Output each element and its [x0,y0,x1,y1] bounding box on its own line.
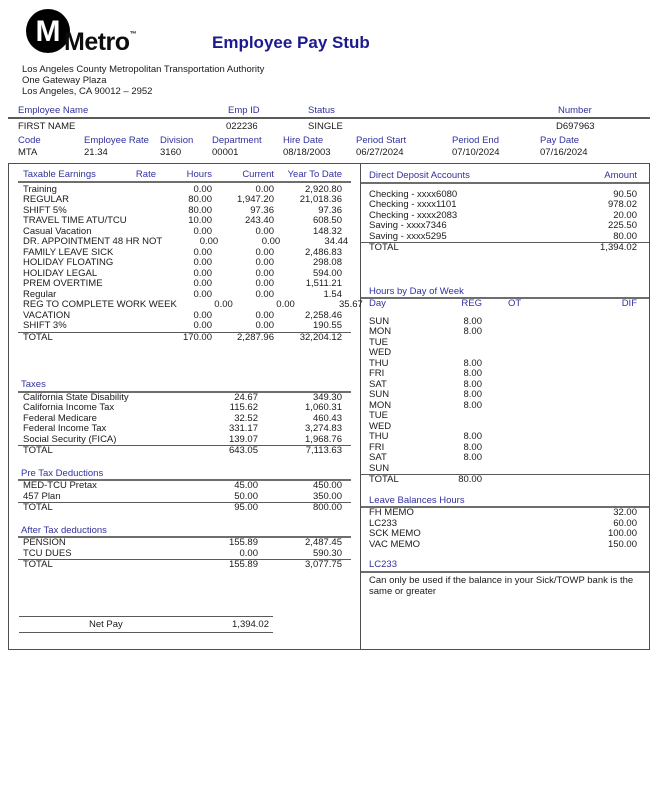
leave-balance-label: FH MEMO [369,507,414,518]
earnings-col-current: Current [242,169,274,180]
earnings-row-hours: 0.00 [193,320,212,331]
earnings-header-row [9,170,360,181]
period-end-label: Period End [452,135,500,146]
ot-cell [482,401,570,412]
after-tax-total-current: 155.89 [228,559,258,570]
trademark-symbol: ™ [129,31,137,38]
pre-tax-total-label: TOTAL [23,502,53,513]
after-tax-row-label: PENSION [23,537,66,548]
earnings-row-label: SHIFT 5% [23,204,67,216]
pre-tax-row [9,492,360,503]
day-cell: THU [369,431,389,442]
earnings-total-row [9,333,360,344]
ot-cell [482,422,570,433]
ot-cell [482,432,570,443]
employee-rate-value: 21.34 [84,147,108,158]
reg-cell [421,348,482,359]
leave-balance-hours: 60.00 [613,517,637,529]
hours-day-row [361,348,649,359]
direct-deposit-table [361,190,649,243]
day-cell: SUN [369,315,390,327]
ot-cell [482,359,570,370]
earnings-row-current: 97.36 [250,204,274,216]
dif-cell [570,359,637,370]
after-tax-row [9,538,360,549]
employee-info [8,104,650,162]
day-cell: FRI [369,441,385,453]
emp-id-label: Emp ID [228,105,260,116]
code-value: MTA [18,147,38,158]
reg-cell [421,464,482,475]
earnings-table [9,183,363,332]
day-cell: MON [369,399,392,411]
earnings-row-label: FAMILY LEAVE SICK [23,246,114,258]
direct-deposit-rule [361,182,649,184]
earnings-row [9,279,360,290]
tax-row-ytd: 1,060.31 [305,402,342,413]
day-cell: WED [369,347,392,358]
pre-tax-table [9,481,360,502]
ot-cell [482,338,570,349]
earnings-row-current: 0.00 [255,309,274,321]
net-pay-label: Net Pay [89,618,123,630]
day-cell: WED [369,420,392,432]
hours-day-row [361,401,649,412]
direct-deposit-total-amount: 1,394.02 [600,242,637,253]
ot-cell [482,453,570,464]
tax-row-ytd: 349.30 [312,391,342,403]
after-tax-title: After Tax deductions [21,524,107,536]
hours-total-spacer [482,475,637,486]
earnings-row-current: 0.00 [255,257,274,268]
after-tax-row-ytd: 590.30 [312,547,342,559]
net-pay-amount: 1,394.02 [232,618,269,630]
leave-balance-label: VAC MEMO [369,538,421,550]
reg-cell: 8.00 [463,315,482,327]
earnings-row-ytd: 1,511.21 [305,278,342,289]
hours-by-day-table [361,317,649,475]
leave-balances-table [361,508,649,550]
reg-cell: 8.00 [463,399,482,411]
earnings-row [9,258,360,269]
hire-date-label: Hire Date [283,135,324,146]
header-divider-line [8,117,650,119]
day-cell: TUE [369,336,388,348]
hours-day-row [361,422,649,433]
tax-row-current: 32.52 [234,412,258,424]
page-title: Employee Pay Stub [212,33,370,52]
pre-tax-row-ytd: 350.00 [312,490,342,502]
earnings-row-hours: 0.00 [193,246,212,258]
metro-logo-m: M [35,15,61,48]
earnings-row-hours: 0.00 [199,236,219,247]
pay-stub-body [8,163,650,650]
status-label: Status [308,105,335,116]
reg-col-header: REG [461,298,482,309]
pre-tax-row-label: MED-TCU Pretax [23,480,97,491]
period-start-label: Period Start [356,135,407,146]
hire-date-value: 08/18/2003 [283,147,331,158]
earnings-row [9,237,360,248]
hours-day-row [361,443,649,454]
number-value: D697963 [556,121,595,132]
earnings-header-rule [18,181,351,183]
hours-total-row [361,475,649,486]
ot-cell [482,327,570,338]
earnings-row-label: REG TO COMPLETE WORK WEEK [23,299,177,310]
earnings-row-hours: 0.00 [193,288,212,300]
lc233-note-section [361,560,649,598]
after-tax-table [9,538,360,559]
reg-cell: 8.00 [463,452,482,463]
direct-deposit-row [361,232,649,243]
earnings-row-label: Casual Vacation [23,225,92,237]
dif-cell [570,338,637,349]
dif-cell [570,464,637,475]
earnings-col-name: Taxable Earnings [23,169,96,180]
direct-deposit-amount: 978.02 [607,199,637,210]
hours-day-row [361,411,649,422]
day-col-header: Day [369,298,386,309]
pay-date-label: Pay Date [540,135,580,146]
direct-deposit-account: Saving - xxxx7346 [369,220,447,231]
company-address [22,64,264,97]
hours-day-row [361,327,649,338]
direct-deposit-title: Direct Deposit Accounts [369,170,470,181]
tax-row-label: Federal Income Tax [23,423,107,434]
earnings-row-ytd: 21,018.36 [299,194,342,205]
earnings-row-current: 0.00 [261,236,281,247]
dif-cell [570,401,637,412]
reg-cell: 8.00 [463,431,482,442]
left-column [9,164,361,649]
reg-cell: 8.00 [463,389,482,400]
dif-cell [570,348,637,359]
hours-total-label: TOTAL [369,474,399,485]
earnings-row-hours: 0.00 [193,257,212,268]
tax-row-current: 115.62 [229,402,258,413]
earnings-row-ytd: 2,920.80 [305,183,342,195]
leave-balance-hours: 150.00 [607,538,637,550]
earnings-row-label: SHIFT 3% [23,320,67,331]
pre-tax-row-label: 457 Plan [23,490,61,502]
earnings-row-ytd: 97.36 [318,204,342,216]
pre-tax-row-ytd: 450.00 [312,480,342,491]
reg-cell: 8.00 [463,326,482,337]
tax-row [9,435,360,446]
leave-balance-hours: 32.00 [613,507,637,518]
code-label: Code [18,135,41,146]
earnings-row-label: REGULAR [23,194,69,205]
earnings-row [9,195,360,206]
hours-day-row [361,338,649,349]
ot-cell [482,464,570,475]
earnings-row [9,216,360,227]
taxes-total-row [9,446,360,457]
pre-tax-row-current: 50.00 [234,490,258,502]
earnings-row-current: 0.00 [276,299,295,310]
leave-balance-row [361,540,649,551]
day-cell: SAT [369,452,387,463]
earnings-row-ytd: 35.67 [339,299,363,310]
after-tax-total-row [9,560,360,571]
metro-logo-text: Metro™ [64,28,137,56]
earnings-row-hours: 0.00 [193,267,212,279]
earnings-row [9,299,363,311]
earnings-row-ytd: 594.00 [312,267,342,279]
hours-day-row [361,390,649,401]
earnings-row-hours: 0.00 [214,299,233,310]
earnings-row-ytd: 2,258.46 [305,309,342,321]
pre-tax-row [9,481,360,492]
direct-deposit-total-label: TOTAL [369,242,399,253]
tax-row-current: 24.67 [234,391,258,403]
lc233-note-text: Can only be used if the balance in your Sick/TOWP bank is the same or greater [369,574,634,597]
direct-deposit-account: Checking - xxxx1101 [369,199,457,210]
earnings-row-current: 1,947.20 [237,194,274,205]
earnings-total-hours: 170.00 [182,331,212,343]
day-cell: MON [369,326,392,337]
direct-deposit-amount: 20.00 [613,209,637,221]
earnings-row-ytd: 2,486.83 [305,246,342,258]
pre-tax-total-ytd: 800.00 [312,502,342,513]
dif-cell [570,411,637,422]
after-tax-total-ytd: 3,077.75 [305,559,342,570]
direct-deposit-row [361,221,649,232]
earnings-row-hours: 0.00 [193,183,212,195]
ot-col-header: OT [508,298,522,309]
earnings-row-hours: 80.00 [188,194,212,205]
earnings-row-current: 0.00 [255,225,274,237]
number-label: Number [558,105,592,116]
emp-id-value: 022236 [226,121,258,132]
ot-cell [482,369,570,380]
earnings-row-current: 243.40 [244,215,274,226]
period-start-value: 06/27/2024 [356,147,404,158]
dif-col-header: DIF [621,298,637,309]
earnings-row-ytd: 34.44 [324,236,349,247]
division-value: 3160 [160,147,182,158]
earnings-row-current: 0.00 [255,288,274,300]
hours-day-row [361,359,649,370]
hours-by-day-section [361,287,649,486]
leave-balance-hours: 100.00 [607,528,637,539]
taxes-total-ytd: 7,113.63 [305,445,342,456]
earnings-total-ytd: 32,204.12 [299,331,342,343]
earnings-row-ytd: 608.50 [312,215,342,226]
hours-by-day-header-row [361,299,649,310]
address-line-2: One Gateway Plaza [22,75,107,86]
reg-cell [421,338,482,349]
ot-cell [482,317,570,328]
earnings-row-current: 0.00 [255,246,274,258]
hours-day-row [361,317,649,328]
dif-cell [570,432,637,443]
dif-cell [570,317,637,328]
direct-deposit-total-row [361,243,649,254]
leave-balances-title: Leave Balances Hours [369,494,465,506]
employee-name-label: Employee Name [18,105,89,116]
ot-cell [482,390,570,401]
after-tax-total-label: TOTAL [23,559,53,570]
tax-row-label: California State Disability [23,391,129,403]
net-pay-row [19,616,273,633]
earnings-row-current: 0.00 [255,267,274,279]
direct-deposit-amount: 80.00 [613,230,637,242]
tax-row-ytd: 460.43 [312,412,342,424]
dif-cell [570,369,637,380]
employee-name-value: FIRST NAME [18,121,76,132]
earnings-row-hours: 0.00 [193,309,212,321]
period-end-value: 07/10/2024 [452,147,500,158]
tax-row [9,403,360,414]
earnings-row-hours: 0.00 [193,278,212,289]
hours-by-day-title: Hours by Day of Week [369,285,464,297]
direct-deposit-amount: 225.50 [607,220,637,231]
direct-deposit-account: Checking - xxxx6080 [369,188,458,200]
employee-rate-label: Employee Rate [84,135,149,146]
day-cell: FRI [369,368,385,379]
hours-day-row [361,432,649,443]
tax-row-label: Social Security (FICA) [23,433,117,445]
reg-cell [421,411,482,422]
earnings-row-label: VACATION [23,309,71,321]
earnings-col-ytd: Year To Date [287,169,342,180]
direct-deposit-account: Checking - xxxx2083 [369,209,458,221]
reg-cell: 8.00 [463,378,482,390]
dif-cell [570,453,637,464]
dif-cell [570,422,637,433]
after-tax-row [9,549,360,560]
ot-cell [482,411,570,422]
hours-day-row [361,464,649,475]
earnings-total-current: 2,287.96 [237,331,274,343]
status-value: SINGLE [308,121,343,132]
reg-cell: 8.00 [463,441,482,453]
earnings-col-rate: Rate [135,169,156,180]
taxes-total-label: TOTAL [23,445,53,456]
after-tax-row-current: 155.89 [228,537,258,548]
direct-deposit-account: Saving - xxxx5295 [369,230,447,242]
pre-tax-total-current: 95.00 [234,502,258,513]
taxes-total-current: 643.05 [228,445,258,456]
day-cell: SUN [369,389,390,400]
earnings-row-ytd: 1.54 [323,288,342,300]
ot-cell [482,348,570,359]
address-line-3: Los Angeles, CA 90012 – 2952 [22,86,153,97]
earnings-row-label: Training [23,183,57,195]
direct-deposit-row [361,200,649,211]
earnings-row-hours: 80.00 [188,204,212,216]
earnings-row-label: HOLIDAY LEGAL [23,267,98,279]
dif-cell [570,327,637,338]
tax-row-ytd: 3,274.83 [305,423,342,434]
day-cell: TUE [369,410,388,421]
earnings-row-label: TRAVEL TIME ATU/TCU [23,215,127,226]
right-column [361,164,649,649]
leave-balance-label: SCK MEMO [369,528,421,539]
pre-tax-title: Pre Tax Deductions [21,467,104,479]
earnings-col-hours: Hours [186,169,212,180]
after-tax-row-label: TCU DUES [23,547,72,559]
ot-cell [482,443,570,454]
earnings-row-label: Regular [23,288,57,300]
earnings-row-hours: 0.00 [193,225,212,237]
day-cell: THU [369,357,389,369]
reg-cell: 8.00 [463,357,482,369]
leave-balance-label: LC233 [369,517,397,529]
tax-row [9,424,360,435]
leave-balances-section [361,496,649,551]
hours-day-row [361,453,649,464]
after-tax-row-current: 0.00 [239,547,258,559]
earnings-row-label: HOLIDAY FLOATING [23,257,114,268]
day-cell: SAT [369,378,387,390]
taxes-title: Taxes [21,379,46,390]
earnings-row-current: 0.00 [255,278,274,289]
division-label: Division [160,135,194,146]
hours-day-row [361,369,649,380]
earnings-row-ytd: 298.08 [312,257,342,268]
dif-cell [570,380,637,391]
hours-total-reg: 80.00 [458,474,482,485]
earnings-row-ytd: 190.55 [312,320,342,331]
direct-deposit-header-row [361,171,649,182]
hours-day-row [361,380,649,391]
direct-deposit-amount: 90.50 [613,188,637,200]
tax-row-label: Federal Medicare [23,412,97,424]
ot-cell [482,380,570,391]
dif-cell [570,443,637,454]
tax-row-current: 139.07 [228,433,258,445]
address-line-1: Los Angeles County Metropolitan Transportation Authority [22,64,265,75]
earnings-row-label: DR. APPOINTMENT 48 HR NOT [23,236,163,247]
direct-deposit-amount-header: Amount [604,170,637,181]
earnings-row [9,321,360,332]
pay-date-value: 07/16/2024 [540,147,588,158]
dif-cell [570,390,637,401]
tax-row-label: California Income Tax [23,402,115,413]
earnings-row-hours: 10.00 [188,215,212,226]
day-cell: SUN [369,462,390,474]
earnings-row-current: 0.00 [255,183,274,195]
pre-tax-row-current: 45.00 [234,480,258,491]
earnings-row-current: 0.00 [255,320,274,331]
pre-tax-total-row [9,503,360,514]
reg-cell: 8.00 [463,368,482,379]
leave-balance-row [361,529,649,540]
lc233-title: LC233 [369,559,397,570]
taxes-table [9,393,360,446]
department-label: Department [212,135,262,146]
earnings-row-ytd: 148.32 [312,225,342,237]
tax-row-current: 331.17 [228,423,258,434]
earnings-row-label: PREM OVERTIME [23,278,103,289]
leave-balance-row [361,508,649,519]
earnings-total-label: TOTAL [23,331,53,343]
tax-row-ytd: 1,968.76 [305,433,342,445]
department-value: 00001 [212,147,239,158]
after-tax-row-ytd: 2,487.45 [305,537,342,548]
